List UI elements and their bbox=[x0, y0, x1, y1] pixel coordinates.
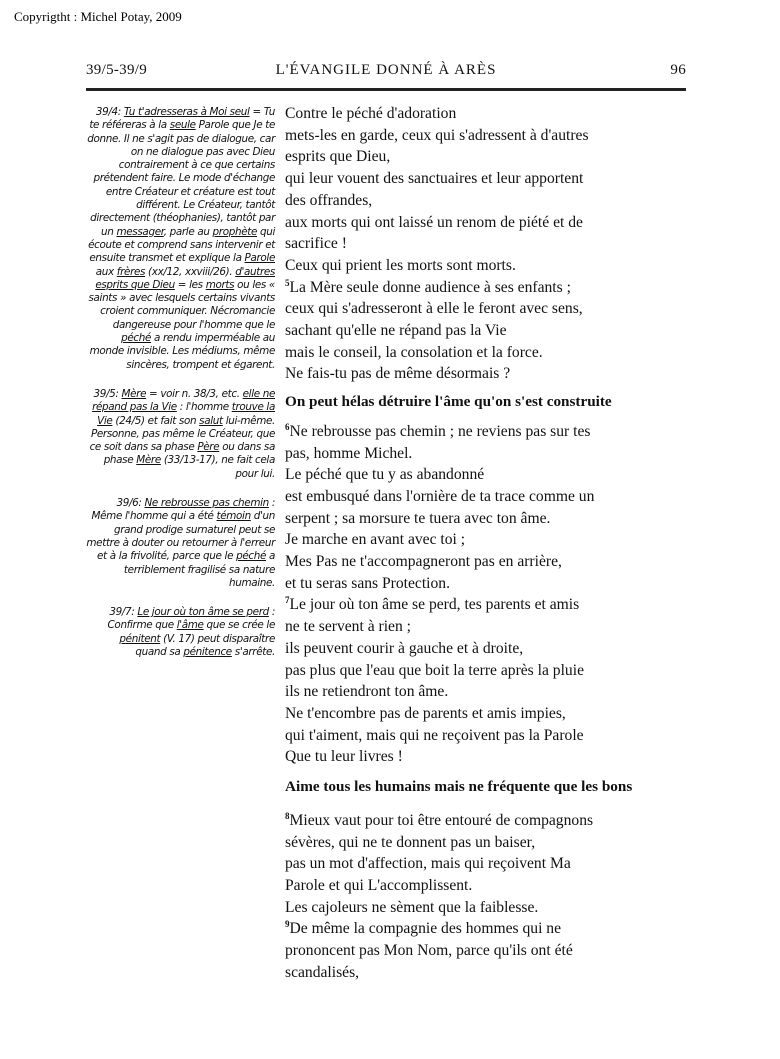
verse-line bbox=[285, 810, 687, 832]
verse-number: 7 bbox=[285, 595, 290, 606]
verse-line-text: Ne t'encombre pas de parents et amis impies, bbox=[285, 704, 566, 722]
verse-line-text: Mes Pas ne t'accompagneront pas en arrière, bbox=[285, 553, 562, 571]
verse-line bbox=[285, 168, 687, 190]
verse-line bbox=[285, 103, 687, 125]
verse-line-text: Que tu leur livres ! bbox=[285, 748, 403, 766]
note-text: (V. 17) peut disparaître quand sa bbox=[135, 632, 275, 658]
note-text: 39/4: bbox=[95, 106, 124, 118]
note-text: (xx/12, xxviii/26). bbox=[145, 265, 236, 278]
underlined-term: Ne rebrousse pas chemin bbox=[144, 497, 269, 510]
verse-line bbox=[285, 421, 687, 443]
verse-line bbox=[285, 443, 687, 465]
note-text: = les bbox=[174, 278, 206, 291]
verse-line bbox=[285, 551, 687, 573]
verse-line-text: qui leur vouent des sanctuaires et leur apportent bbox=[285, 170, 584, 188]
note-text: a terriblement fragilisé sa nature humaine. bbox=[123, 550, 275, 589]
header-rule bbox=[86, 88, 686, 91]
underlined-term: salut bbox=[199, 414, 223, 427]
note-text: qui écoute et comprend sans intervenir et ensuite transmet et explique la bbox=[88, 225, 275, 265]
verse-line bbox=[285, 125, 687, 147]
underlined-term: Le jour où ton âme se perd bbox=[137, 606, 269, 619]
verse-line bbox=[285, 464, 687, 486]
verse-line-text: mets-les en garde, ceux qui s'adressent à d'autres bbox=[285, 126, 589, 144]
verse-line-text: prononcent pas Mon Nom, parce qu'ils ont été bbox=[285, 942, 573, 960]
verse-number: 8 bbox=[285, 810, 290, 821]
verse-number: 6 bbox=[285, 421, 290, 432]
verse-line bbox=[285, 342, 687, 364]
verse-line bbox=[285, 660, 687, 682]
note-text: = Tu te référeras à la bbox=[89, 106, 275, 132]
note-text: (24/5) et fait son bbox=[112, 414, 200, 427]
underlined-term: péché bbox=[236, 550, 267, 563]
note-text: ou les « saints » avec lesquels certains vivants croient communiquer. Nécromancie dangereuse pour l'homme que le bbox=[88, 278, 275, 331]
note-text: : Confirme que bbox=[107, 606, 275, 632]
underlined-term: témoin bbox=[216, 510, 251, 523]
verse-line bbox=[285, 703, 687, 725]
verse-line bbox=[285, 746, 687, 768]
verse-line bbox=[285, 212, 687, 234]
margin-note bbox=[86, 388, 275, 481]
verse-line-text: Parole et qui L'accomplissent. bbox=[285, 876, 473, 894]
verse-line-text: scandalisés, bbox=[285, 963, 360, 981]
note-text: aux bbox=[95, 265, 117, 278]
verse-line bbox=[285, 638, 687, 660]
note-text: que se crée le bbox=[203, 619, 275, 632]
underlined-term: messager bbox=[116, 225, 164, 238]
underlined-term: morts bbox=[205, 278, 235, 291]
underlined-term: l'âme bbox=[176, 619, 204, 632]
verse-line bbox=[285, 681, 687, 703]
section-heading: Aime tous les humains mais ne fréquente que les bons bbox=[285, 778, 633, 796]
verse-line bbox=[285, 875, 687, 897]
verse-line-text: ceux qui s'adresseront à elle le feront avec sens, bbox=[285, 300, 583, 318]
verse-line bbox=[285, 508, 687, 530]
verse-line-text: des offrandes, bbox=[285, 191, 373, 209]
verse-line bbox=[285, 529, 687, 551]
verse-line-text: et tu seras sans Protection. bbox=[285, 574, 450, 592]
note-text: lui-même. Personne, pas même le Créateur, que ce soit dans sa phase bbox=[89, 414, 275, 454]
book-title: L'ÉVANGILE DONNÉ À ARÈS bbox=[275, 62, 497, 78]
verse-line bbox=[285, 940, 687, 962]
margin-note bbox=[86, 106, 275, 372]
verse-line-text: Mieux vaut pour toi être entouré de compagnons bbox=[289, 811, 594, 829]
verse-line-text: sévères, qui ne te donnent pas un baiser, bbox=[285, 833, 536, 851]
verse-line-text: Les cajoleurs ne sèment que la faiblesse. bbox=[285, 898, 539, 916]
note-text: (33/13-17), ne fait cela pour lui. bbox=[160, 454, 275, 480]
verse-number: 9 bbox=[285, 919, 290, 930]
scripture-text bbox=[285, 103, 687, 983]
verse-line bbox=[285, 277, 687, 299]
note-text: 39/5: bbox=[93, 387, 122, 400]
note-text: 39/6: bbox=[116, 497, 145, 510]
verse-line bbox=[285, 486, 687, 508]
verse-line bbox=[285, 853, 687, 875]
margin-note bbox=[86, 497, 275, 590]
verse-line bbox=[285, 573, 687, 595]
verse-line-text: pas, homme Michel. bbox=[285, 444, 413, 462]
verse-line-text: pas plus que l'eau que boit la terre après la pluie bbox=[285, 661, 584, 679]
margin-note bbox=[86, 606, 275, 659]
note-text: Parole que Je te donne. Il ne s'agit pas de dialogue, car on ne dialogue pas avec Dieu contrairement à ce que certains prétendent faire. Le mode d'échange entre Créateur et créature est tout différent. Le Créateur, tantôt directement (théophanies), tantôt par un bbox=[87, 119, 275, 238]
note-text: : l'homme bbox=[176, 401, 232, 414]
verse-line bbox=[285, 962, 687, 984]
verse-line-text: qui t'aiment, mais qui ne reçoivent pas la Parole bbox=[285, 726, 584, 744]
verse-line bbox=[285, 363, 687, 385]
verse-line-text: ne te servent à rien ; bbox=[285, 618, 411, 636]
verse-line bbox=[285, 616, 687, 638]
verse-line bbox=[285, 320, 687, 342]
verse-line-text: mais le conseil, la consolation et la force. bbox=[285, 343, 543, 361]
verse-line-text: Le péché que tu y as abandonné bbox=[285, 466, 485, 484]
underlined-term: prophète bbox=[212, 225, 258, 238]
verse-line-text: La Mère seule donne audience à ses enfants ; bbox=[289, 278, 571, 296]
verse-line bbox=[285, 594, 687, 616]
verse-line-text: ils peuvent courir à gauche et à droite, bbox=[285, 639, 524, 657]
margin-notes bbox=[86, 106, 275, 659]
underlined-term: pénitence bbox=[183, 645, 232, 658]
section-heading: On peut hélas détruire l'âme qu'on s'est construite bbox=[285, 393, 612, 411]
copyright-notice: Copyrigtht : Michel Potay, 2009 bbox=[14, 9, 182, 24]
verse-line-text: serpent ; sa morsure te tuera avec ton âme. bbox=[285, 509, 551, 527]
verse-line-text: pas un mot d'affection, mais qui reçoivent Ma bbox=[285, 855, 571, 873]
note-text: a rendu imperméable au monde invisible. Les médiums, même sincères, trompent et égarent. bbox=[89, 332, 275, 371]
note-text: d'un grand prodige surnaturel peut se mettre à douter ou retourner à l'erreur et à la frivolité, parce que le bbox=[86, 510, 275, 563]
note-text: = voir n. 38/3, etc. bbox=[146, 387, 243, 400]
note-text: ou dans sa phase bbox=[103, 441, 275, 467]
verse-line bbox=[285, 725, 687, 747]
verse-number: 5 bbox=[285, 277, 290, 288]
verse-line-text: Le jour où ton âme se perd, tes parents et amis bbox=[289, 596, 580, 614]
verse-line-text: esprits que Dieu, bbox=[285, 148, 391, 166]
verse-line bbox=[285, 233, 687, 255]
underlined-term: elle ne répand pas la Vie bbox=[92, 387, 275, 414]
verse-line-text: Je marche en avant avec toi ; bbox=[285, 531, 466, 549]
underlined-term: péché bbox=[121, 332, 152, 345]
underlined-term: Mère bbox=[121, 387, 147, 400]
underlined-term: frères bbox=[116, 265, 146, 278]
verse-line-text: ils ne retiendront ton âme. bbox=[285, 683, 449, 701]
verse-line bbox=[285, 918, 687, 940]
page-header bbox=[86, 62, 686, 82]
verse-line bbox=[285, 897, 687, 919]
note-text: 39/7: bbox=[109, 606, 138, 619]
verse-line-text: Ne rebrousse pas chemin ; ne reviens pas sur tes bbox=[289, 422, 591, 440]
verse-line-text: Contre le péché d'adoration bbox=[285, 105, 457, 122]
note-text: s'arrête. bbox=[231, 645, 275, 658]
verse-line-text: sachant qu'elle ne répand pas la Vie bbox=[285, 322, 507, 340]
verse-line bbox=[285, 255, 687, 277]
verse-range: 39/5-39/9 bbox=[86, 62, 148, 78]
verse-line-text: aux morts qui ont laissé un renom de piété et de bbox=[285, 213, 583, 231]
note-text: , parle au bbox=[163, 225, 213, 238]
verse-line-text: sacrifice ! bbox=[285, 235, 347, 253]
underlined-term: trouve la Vie bbox=[97, 401, 275, 427]
underlined-term: Parole bbox=[244, 252, 275, 265]
verse-line bbox=[285, 190, 687, 212]
underlined-term: Père bbox=[197, 441, 220, 454]
verse-line-text: Ceux qui prient les morts sont morts. bbox=[285, 256, 516, 274]
verse-line bbox=[285, 832, 687, 854]
underlined-term: Tu t'adresseras à Moi seul bbox=[123, 106, 250, 118]
verse-line-text: De même la compagnie des hommes qui ne bbox=[289, 920, 562, 938]
verse-line bbox=[285, 298, 687, 320]
underlined-term: pénitent bbox=[119, 632, 161, 645]
note-text: : Même l'homme qui a été bbox=[91, 497, 275, 523]
verse-line-text: Ne fais-tu pas de même désormais ? bbox=[285, 365, 511, 383]
verse-line-text: est embusqué dans l'ornière de ta trace comme un bbox=[285, 487, 595, 505]
verse-line bbox=[285, 146, 687, 168]
underlined-term: seule bbox=[169, 119, 196, 132]
underlined-term: d'autres esprits que Dieu bbox=[95, 265, 275, 291]
underlined-term: Mère bbox=[136, 454, 161, 467]
page-number: 96 bbox=[670, 62, 686, 78]
